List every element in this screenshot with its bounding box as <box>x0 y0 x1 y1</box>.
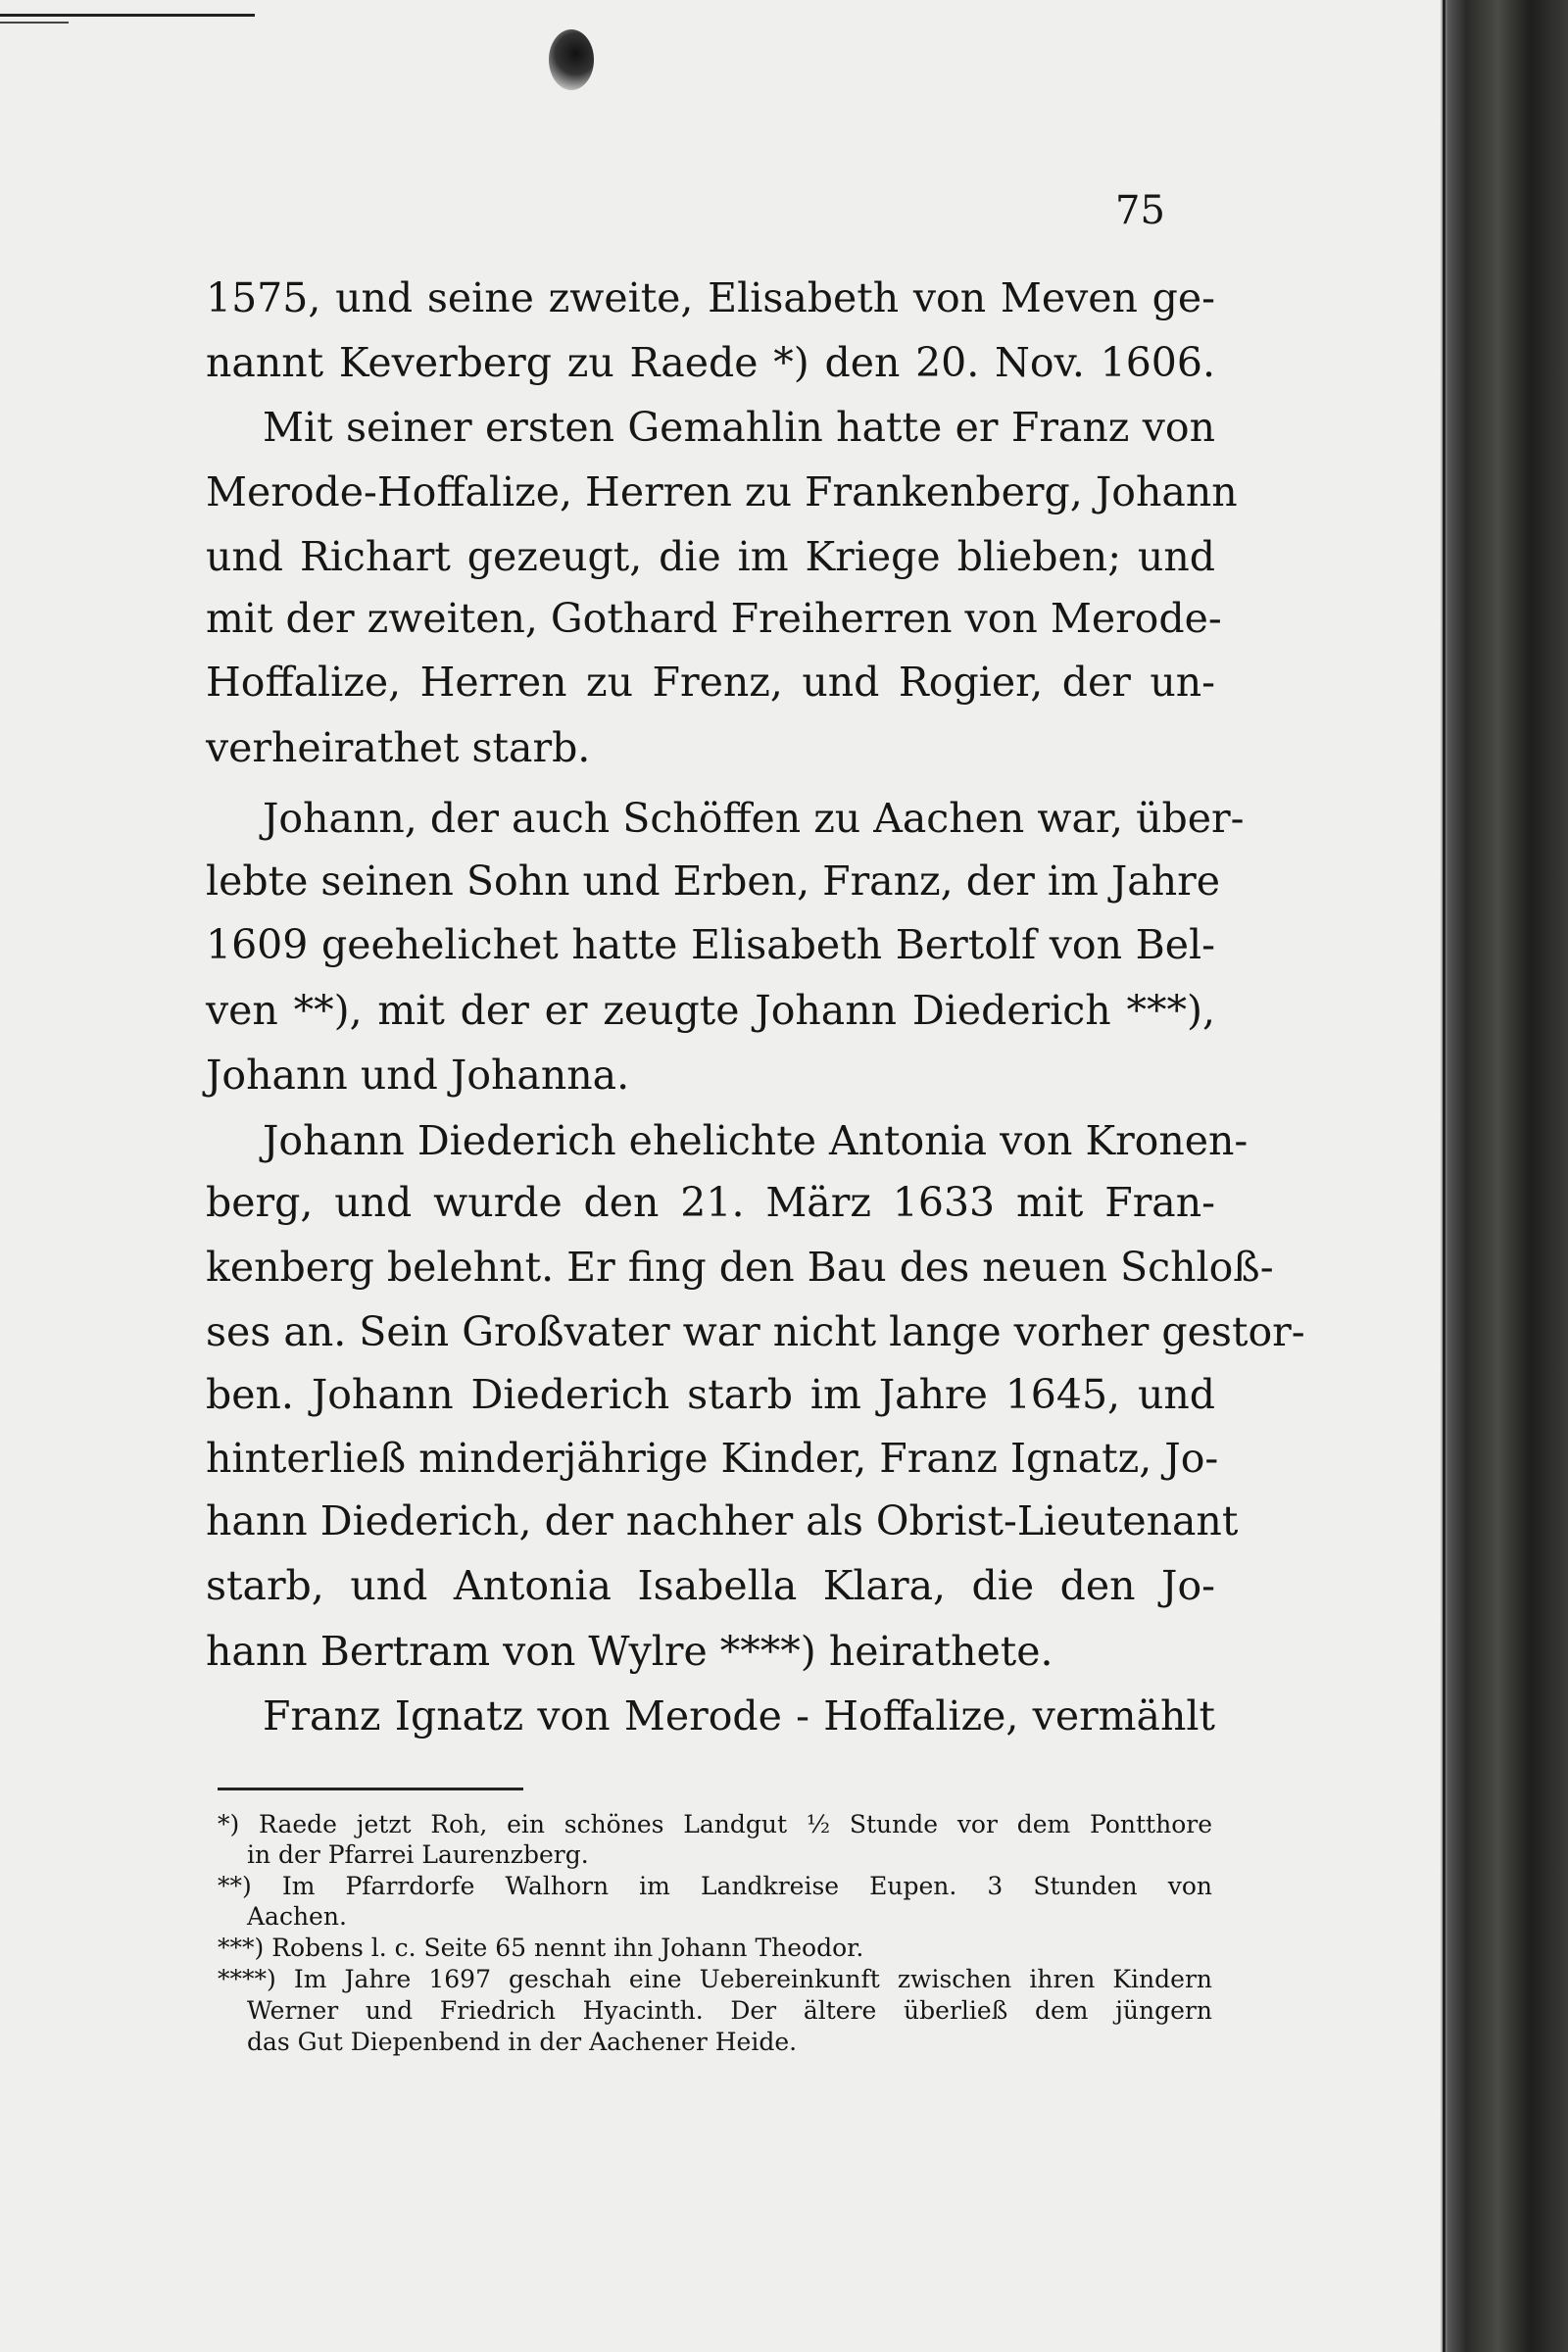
text-line: verheirathet starb. <box>206 724 591 771</box>
text-line: berg, und wurde den 21. März 1633 mit Fran- <box>206 1179 1215 1226</box>
text-line: hinterließ minderjährige Kinder, Franz Ignatz, Jo- <box>206 1435 1219 1482</box>
text-line: lebte seinen Sohn und Erben, Franz, der im Jahre <box>206 858 1221 905</box>
footnote-line: ***) Robens l. c. Seite 65 nennt ihn Johann Theodor. <box>218 1934 864 1962</box>
text-line: hann Diederich, der nachher als Obrist-Lieutenant <box>206 1497 1239 1544</box>
text-line: 1609 geehelichet hatte Elisabeth Bertolf von Bel- <box>206 921 1215 968</box>
scan-edge-line <box>0 22 69 24</box>
text-line: Johann und Johanna. <box>206 1052 630 1099</box>
footnote-line: ****) Im Jahre 1697 geschah eine Uebereinkunft zwischen ihren Kindern <box>218 1965 1212 1993</box>
footnote-line: *) Raede jetzt Roh, ein schönes Landgut ½ Stunde vor dem Pontthore <box>218 1810 1212 1838</box>
text-line: kenberg belehnt. Er fing den Bau des neuen Schloß- <box>206 1244 1274 1291</box>
text-line: ben. Johann Diederich starb im Jahre 1645, und <box>206 1371 1215 1418</box>
text-line: nannt Keverberg zu Raede *) den 20. Nov. 1606. <box>206 339 1215 386</box>
footnote-line: **) Im Pfarrdorfe Walhorn im Landkreise Eupen. 3 Stunden von <box>218 1872 1212 1900</box>
text-line: Hoffalize, Herren zu Frenz, und Rogier, der un- <box>206 659 1215 706</box>
footnote-line: in der Pfarrei Laurenzberg. <box>247 1840 589 1869</box>
text-line: hann Bertram von Wylre ****) heirathete. <box>206 1628 1054 1675</box>
text-line: ses an. Sein Großvater war nicht lange vorher gestor- <box>206 1308 1305 1355</box>
footnote-line: das Gut Diepenbend in der Aachener Heide. <box>247 2028 798 2056</box>
text-line: Johann, der auch Schöffen zu Aachen war, über- <box>263 795 1245 842</box>
page-number: 75 <box>1115 188 1165 233</box>
text-line: Franz Ignatz von Merode - Hoffalize, vermählt <box>263 1692 1215 1740</box>
punch-hole <box>549 29 594 90</box>
text-line: mit der zweiten, Gothard Freiherren von Merode- <box>206 595 1222 642</box>
text-line: ven **), mit der er zeugte Johann Diederich ***), <box>206 987 1215 1034</box>
page-edge <box>1443 0 1446 2352</box>
text-line: und Richart gezeugt, die im Kriege blieben; und <box>206 533 1215 580</box>
text-line: Merode-Hoffalize, Herren zu Frankenberg, Johann <box>206 468 1238 515</box>
text-line: starb, und Antonia Isabella Klara, die den Jo- <box>206 1562 1215 1609</box>
text-line: Mit seiner ersten Gemahlin hatte er Franz von <box>263 404 1215 451</box>
scan-edge-line <box>0 14 255 17</box>
footnote-line: Werner und Friedrich Hyacinth. Der ältere überließ dem jüngern <box>247 1996 1212 2025</box>
text-line: Johann Diederich ehelichte Antonia von Kronen- <box>263 1117 1249 1164</box>
footnote-line: Aachen. <box>247 1902 347 1931</box>
footnote-rule <box>218 1788 523 1790</box>
book-binding <box>1441 0 1568 2352</box>
text-line: 1575, und seine zweite, Elisabeth von Meven ge- <box>206 274 1215 321</box>
